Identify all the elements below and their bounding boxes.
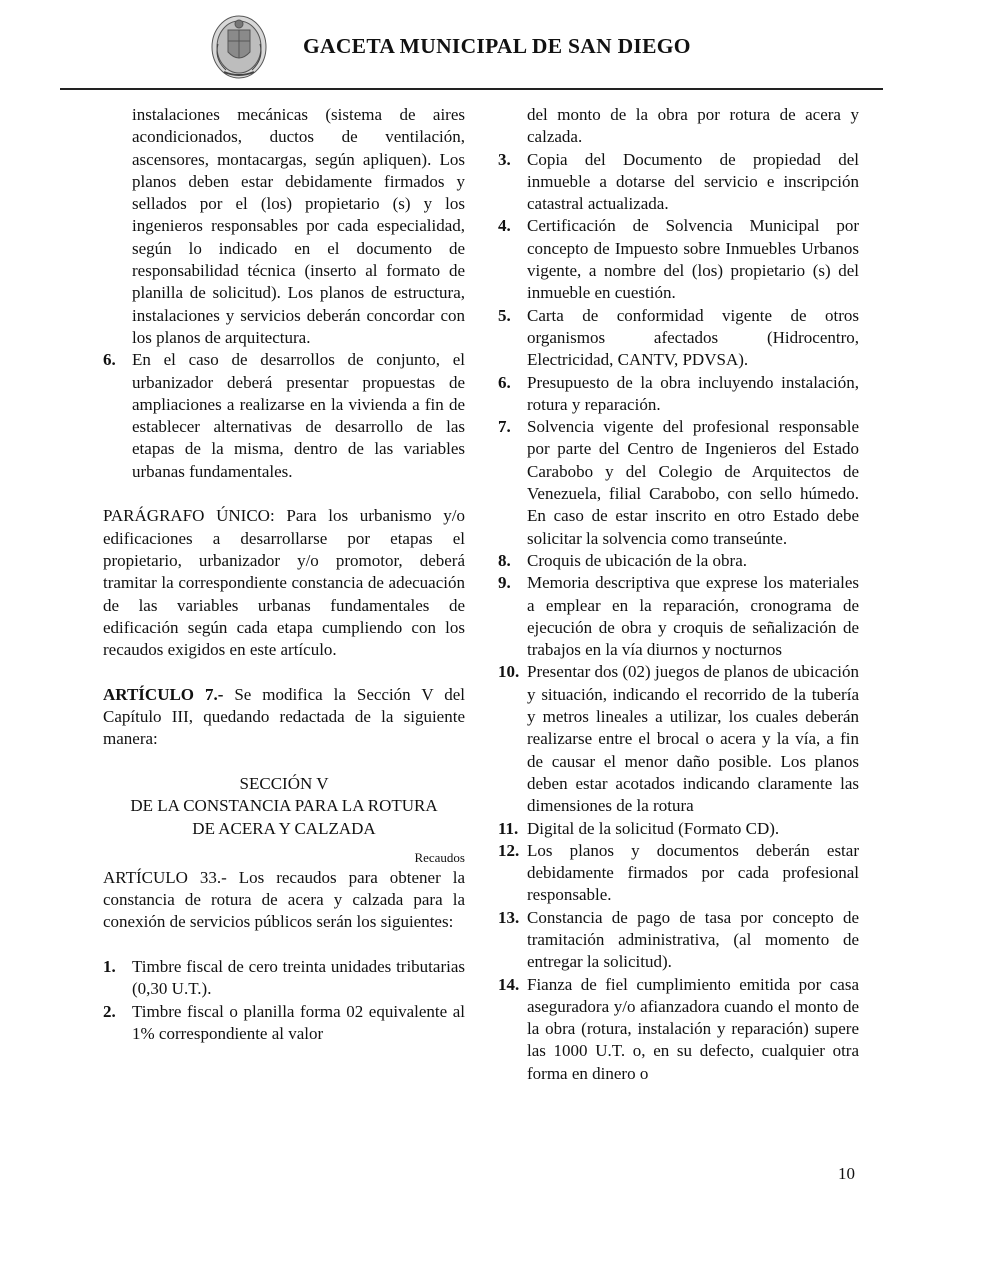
item-text: Certificación de Solvencia Municipal por concepto de Impuesto sobre Inmuebles Urbanos vigente, a nombre del (los) propietario (s) del inmueble en cuestión. <box>527 216 859 303</box>
item-number: 9. <box>498 573 511 593</box>
articulo-7 <box>103 684 465 751</box>
coat-of-arms-icon <box>210 14 268 80</box>
header-divider <box>60 88 883 90</box>
item-number: 13. <box>498 907 520 927</box>
list-item <box>498 149 859 216</box>
list-item <box>498 840 859 907</box>
list-item <box>103 1001 465 1046</box>
gazette-title: GACETA MUNICIPAL DE SAN DIEGO <box>303 34 691 58</box>
list-item <box>498 661 859 817</box>
item-text: Memoria descriptiva que exprese los materiales a emplear en la reparación, cronograma de ejecución de obra y croquis de señalización de trabajos en la vía diurnos y nocturnos <box>527 573 859 660</box>
section-heading: SECCIÓN V <box>239 773 329 793</box>
list-item <box>498 818 859 840</box>
list-item <box>498 416 859 550</box>
item-number: 3. <box>498 149 511 169</box>
section-subtitle-2: DE ACERA Y CALZADA <box>192 818 376 838</box>
list-item <box>498 907 859 974</box>
item-text: Presentar dos (02) juegos de planos de ubicación y situación, indicando el recorrido de la tubería y metros lineales a utilizar, los cuales deberán realizarse entre el brocal o acera y la vía, a fin de causar el menor daño posible. Los planos deben estar acotados indicando claramente las dimensiones de la rotura <box>527 662 859 816</box>
item-text: Digital de la solicitud (Formato CD). <box>527 818 780 838</box>
item-text: En el caso de desarrollos de conjunto, el urbanizador deberá presentar propuestas de ampliaciones a realizarse en la vivienda a fin de establecer alternativas de desarrollo de las etapas de la misma, dentro de las variables urbanas fundamentales. <box>132 350 465 481</box>
left-column <box>103 104 465 1045</box>
list-item <box>103 956 465 1001</box>
item-text: Fianza de fiel cumplimiento emitida por casa aseguradora y/o afianzadora cuando el monto de la obra (rotura, instalación y reparación) supere las 1000 U.T. o, en su defecto, cualquier otra forma en dinero o <box>527 974 859 1083</box>
item-number: 14. <box>498 974 520 994</box>
list-item <box>498 974 859 1085</box>
section-subtitle-1: DE LA CONSTANCIA PARA LA ROTURA <box>130 796 438 816</box>
item-number: 10. <box>498 662 520 682</box>
item-number: 12. <box>498 840 520 860</box>
item-text: Timbre fiscal de cero treinta unidades tributarias (0,30 U.T.). <box>132 956 465 999</box>
item-number: 2. <box>103 1001 116 1021</box>
item-number: 1. <box>103 956 116 976</box>
item-number: 8. <box>498 550 511 570</box>
item-number: 6. <box>498 372 511 392</box>
side-title: Recaudos <box>414 849 465 865</box>
paragrafo-unico: PARÁGRAFO ÚNICO: Para los urbanismo y/o edificaciones a desarrollarse por etapas el propietario, urbanizador y/o promotor, deberá tramitar la correspondiente constancia de adecuación de las variables urbanas fundamentales de edificación según cada etapa cumpliendo con los recaudos exigidos en este artículo. <box>103 506 465 660</box>
item-text: Timbre fiscal o planilla forma 02 equivalente al 1% correspondiente al valor <box>132 1001 465 1043</box>
articulo-33: ARTÍCULO 33.- Los recaudos para obtener la constancia de rotura de acera y calzada para la conexión de servicios públicos serán los siguientes: <box>103 867 465 932</box>
list-item <box>498 572 859 661</box>
right-column <box>498 104 859 1085</box>
continuation-paragraph: del monto de la obra por rotura de acera y calzada. <box>527 105 859 147</box>
list-item <box>498 305 859 372</box>
item-text: Los planos y documentos deberán estar debidamente firmados por cada profesional responsable. <box>527 840 859 905</box>
item-text: Croquis de ubicación de la obra. <box>527 550 747 570</box>
item-text: Copia del Documento de propiedad del inmueble a dotarse del servicio e inscripción catastral actualizada. <box>527 149 859 214</box>
articulo-7-label: ARTÍCULO 7.- <box>103 684 224 704</box>
item-text: Constancia de pago de tasa por concepto de tramitación administrativa, (al momento de entregar la solicitud). <box>527 907 859 972</box>
continuation-paragraph: instalaciones mecánicas (sistema de aires acondicionados, ductos de ventilación, ascensores, montacargas, según apliquen). Los planos deben estar debidamente firmados y sellados por el (los) propietario (s) y los ingenieros responsables por cada especialidad, según lo indicado en el documento de responsabilidad técnica (inserto al formato de planilla de solicitud). Los planos de estructura, instalaciones y servicios deberán concordar con los planos de arquitectura. <box>132 105 465 347</box>
list-item <box>498 372 859 417</box>
item-number: 7. <box>498 417 511 437</box>
page-number: 10 <box>838 1164 855 1183</box>
item-text: Carta de conformidad vigente de otros organismos afectados (Hidrocentro, Electricidad, CANTV, PDVSA). <box>527 305 859 370</box>
list-item <box>103 349 465 483</box>
item-number: 11. <box>498 818 519 838</box>
item-text: Solvencia vigente del profesional responsable por parte del Centro de Ingenieros del Estado Carabobo y del Colegio de Arquitectos de Venezuela, filial Carabobo, con sello húmedo. En caso de estar inscrito en otro Estado debe solicitar la solvencia como transeúnte. <box>527 417 859 548</box>
page-header <box>0 0 990 92</box>
item-number: 4. <box>498 216 511 236</box>
list-item <box>498 550 859 572</box>
articulo-7-text: Se modifica la Sección V del Capítulo III, quedando redactada de la siguiente manera: <box>103 684 466 749</box>
item-number: 5. <box>498 305 511 325</box>
item-text: Presupuesto de la obra incluyendo instalación, rotura y reparación. <box>527 372 859 414</box>
list-item <box>498 215 859 304</box>
item-number: 6. <box>103 350 116 370</box>
